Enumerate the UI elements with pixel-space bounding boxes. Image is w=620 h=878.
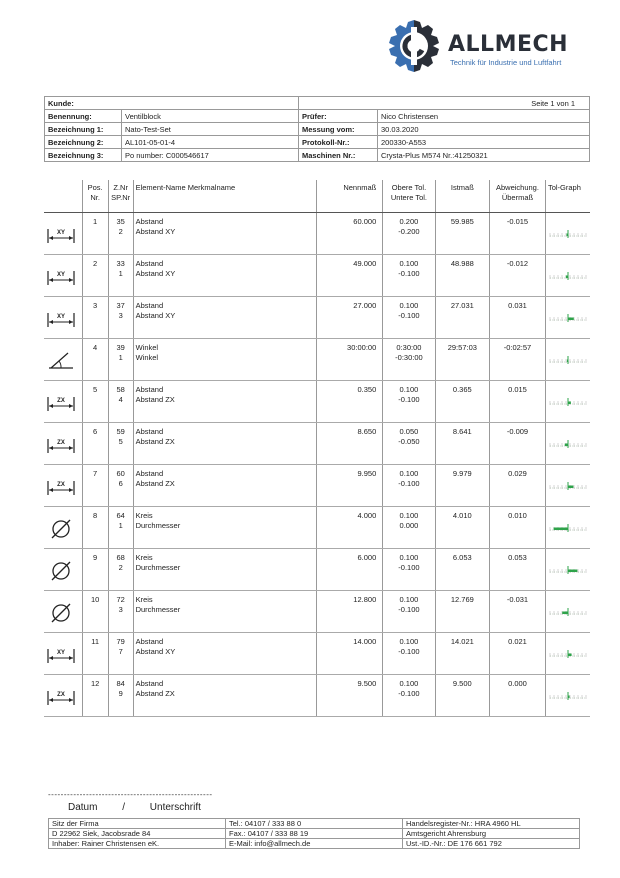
- element-name: Kreis: [135, 511, 153, 520]
- pos-cell: 8: [82, 507, 108, 549]
- abweichung-cell: 0.000: [490, 675, 546, 717]
- graph-cell: [545, 633, 590, 675]
- tolerance-graph: [548, 563, 588, 575]
- lower-tolerance: -0.100: [398, 647, 420, 656]
- name-cell: [133, 591, 317, 633]
- upper-tolerance: 0.100: [399, 301, 419, 310]
- tolerance-cell: [383, 423, 435, 465]
- diameter-icon: [46, 559, 76, 581]
- znr-value: 60: [116, 469, 125, 478]
- tolerance-cell: [383, 675, 435, 717]
- lower-tolerance: -0.200: [398, 227, 420, 236]
- lower-tolerance: -0.100: [398, 395, 420, 404]
- graph-cell: [545, 255, 590, 297]
- header-nennmass: Nennmaß: [317, 180, 383, 213]
- element-name: Abstand: [135, 385, 164, 394]
- pos-cell: 7: [82, 465, 108, 507]
- symbol-cell: [44, 549, 82, 591]
- graph-cell: [545, 213, 590, 255]
- spnr-value: 1: [118, 521, 123, 530]
- symbol-cell: [44, 675, 82, 717]
- signature-labels: [68, 802, 223, 813]
- name-cell: [133, 633, 317, 675]
- upper-tolerance: 0.200: [399, 217, 419, 226]
- spnr-value: 5: [118, 437, 123, 446]
- footer-cell: Sitz der Firma: [49, 819, 226, 829]
- company-tagline: Technik für Industrie und Luftfahrt: [450, 58, 562, 67]
- merkmal-name: Winkel: [135, 353, 159, 362]
- tolerance-cell: [383, 465, 435, 507]
- istmass-cell: 4.010: [435, 507, 489, 549]
- znr-cell: [108, 423, 133, 465]
- unterschrift-label: Unterschrift: [149, 802, 201, 813]
- znr-cell: [108, 213, 133, 255]
- nennmass-cell: 0.350: [317, 381, 383, 423]
- znr-cell: [108, 339, 133, 381]
- distance-zx-icon: [46, 433, 76, 455]
- graph-cell: [545, 297, 590, 339]
- svg-text:XY: XY: [56, 230, 66, 236]
- element-name: Abstand: [135, 259, 164, 268]
- name-cell: [133, 255, 317, 297]
- spnr-value: 4: [118, 395, 123, 404]
- merkmal-name: Abstand ZX: [135, 395, 175, 404]
- info-value: Nico Christensen: [378, 110, 590, 123]
- footer-cell: Inhaber: Rainer Christensen eK.: [49, 839, 226, 849]
- znr-value: 64: [116, 511, 125, 520]
- spnr-value: 7: [118, 647, 123, 656]
- distance-xy-icon: [46, 307, 76, 329]
- header-info-table: [44, 96, 590, 162]
- element-name: Kreis: [135, 595, 153, 604]
- measurement-table: [44, 180, 590, 717]
- znr-value: 58: [116, 385, 125, 394]
- header-znr: Z.Nr SP.Nr: [108, 180, 133, 213]
- lower-tolerance: -0.100: [398, 311, 420, 320]
- tolerance-cell: [383, 297, 435, 339]
- nennmass-cell: 9.950: [317, 465, 383, 507]
- upper-tolerance: 0:30:00: [396, 343, 422, 352]
- name-cell: [133, 465, 317, 507]
- znr-value: 79: [116, 637, 125, 646]
- istmass-cell: 12.769: [435, 591, 489, 633]
- upper-tolerance: 0.100: [399, 637, 419, 646]
- name-cell: [133, 507, 317, 549]
- nennmass-cell: 4.000: [317, 507, 383, 549]
- element-name: Kreis: [135, 553, 153, 562]
- footer-table: [48, 818, 580, 849]
- tolerance-cell: [383, 633, 435, 675]
- tolerance-graph: [548, 311, 588, 323]
- znr-cell: [108, 591, 133, 633]
- merkmal-name: Abstand XY: [135, 311, 176, 320]
- info-row: [45, 110, 590, 123]
- znr-value: 37: [116, 301, 125, 310]
- footer-row: [49, 839, 580, 849]
- tolerance-graph: [548, 479, 588, 491]
- abweichung-cell: 0.029: [490, 465, 546, 507]
- name-cell: [133, 213, 317, 255]
- lower-tolerance: -0.050: [398, 437, 420, 446]
- footer-cell: E-Mail: info@allmech.de: [226, 839, 403, 849]
- gear-logo-icon: [386, 18, 442, 74]
- footer-cell: Handelsregister-Nr.: HRA 4960 HL: [403, 819, 580, 829]
- measurement-row: [44, 507, 590, 549]
- lower-tolerance: -0.100: [398, 479, 420, 488]
- lower-tolerance: -0.100: [398, 563, 420, 572]
- datum-label: Datum: [68, 802, 98, 813]
- upper-tolerance: 0.100: [399, 595, 419, 604]
- measurement-row: [44, 339, 590, 381]
- tolerance-cell: [383, 507, 435, 549]
- footer-cell: Fax.: 04107 / 333 88 19: [226, 829, 403, 839]
- measurement-row: [44, 381, 590, 423]
- kunde-row: [45, 97, 590, 110]
- istmass-cell: 0.365: [435, 381, 489, 423]
- info-value: AL101-05-01-4: [122, 136, 299, 149]
- lower-tolerance: 0.000: [399, 521, 419, 530]
- element-name: Abstand: [135, 427, 164, 436]
- symbol-cell: [44, 339, 82, 381]
- graph-cell: [545, 423, 590, 465]
- spnr-value: 9: [118, 689, 123, 698]
- name-cell: [133, 339, 317, 381]
- measurement-row: [44, 549, 590, 591]
- tolerance-graph: [548, 395, 588, 407]
- abweichung-cell: 0.053: [490, 549, 546, 591]
- header-tolerance: Obere Tol. Untere Tol.: [383, 180, 435, 213]
- znr-value: 84: [116, 679, 125, 688]
- merkmal-name: Abstand XY: [135, 269, 176, 278]
- spnr-value: 6: [118, 479, 123, 488]
- element-name: Abstand: [135, 679, 164, 688]
- znr-value: 33: [116, 259, 125, 268]
- measurement-row: [44, 423, 590, 465]
- info-label: Protokoll-Nr.:: [299, 136, 378, 149]
- header-symbol: [44, 180, 82, 213]
- znr-value: 59: [116, 427, 125, 436]
- merkmal-name: Abstand XY: [135, 227, 176, 236]
- graph-cell: [545, 339, 590, 381]
- istmass-cell: 6.053: [435, 549, 489, 591]
- footer-cell: Ust.-ID.-Nr.: DE 176 661 792: [403, 839, 580, 849]
- header-tol-graph: Tol-Graph: [545, 180, 590, 213]
- merkmal-name: Abstand ZX: [135, 689, 175, 698]
- abweichung-cell: 0.010: [490, 507, 546, 549]
- measurement-row: [44, 591, 590, 633]
- merkmal-name: Abstand ZX: [135, 437, 175, 446]
- tolerance-cell: [383, 549, 435, 591]
- info-label: Benennung:: [45, 110, 122, 123]
- signature-line: ----------------------------------------------------: [48, 790, 213, 799]
- svg-text:ZX: ZX: [57, 482, 65, 488]
- abweichung-cell: 0.031: [490, 297, 546, 339]
- istmass-cell: 29:57:03: [435, 339, 489, 381]
- element-name: Winkel: [135, 343, 159, 352]
- nennmass-cell: 8.650: [317, 423, 383, 465]
- info-value: Crysta-Plus M574 Nr.:41250321: [378, 149, 590, 162]
- tolerance-graph: [548, 437, 588, 449]
- abweichung-cell: -0.015: [490, 213, 546, 255]
- svg-text:XY: XY: [56, 272, 66, 278]
- measurement-row: [44, 297, 590, 339]
- graph-cell: [545, 591, 590, 633]
- distance-zx-icon: [46, 685, 76, 707]
- nennmass-cell: 60.000: [317, 213, 383, 255]
- pos-cell: 1: [82, 213, 108, 255]
- graph-cell: [545, 465, 590, 507]
- symbol-cell: [44, 633, 82, 675]
- nennmass-cell: 12.800: [317, 591, 383, 633]
- svg-text:ZX: ZX: [57, 440, 65, 446]
- signature-separator: /: [122, 802, 126, 813]
- info-label: Bezeichnung 3:: [45, 149, 122, 162]
- element-name: Abstand: [135, 637, 164, 646]
- lower-tolerance: -0.100: [398, 689, 420, 698]
- measurement-row: [44, 465, 590, 507]
- symbol-cell: [44, 381, 82, 423]
- svg-text:ZX: ZX: [57, 692, 65, 698]
- name-cell: [133, 381, 317, 423]
- measurement-header-row: [44, 180, 590, 213]
- upper-tolerance: 0.100: [399, 511, 419, 520]
- info-value: 200330-A553: [378, 136, 590, 149]
- tolerance-graph: [548, 689, 588, 701]
- spnr-value: 3: [118, 605, 123, 614]
- nennmass-cell: 9.500: [317, 675, 383, 717]
- merkmal-name: Durchmesser: [135, 563, 181, 572]
- info-label: Prüfer:: [299, 110, 378, 123]
- symbol-cell: [44, 465, 82, 507]
- spnr-value: 1: [118, 353, 123, 362]
- graph-cell: [545, 507, 590, 549]
- tolerance-cell: [383, 255, 435, 297]
- istmass-cell: 59.985: [435, 213, 489, 255]
- istmass-cell: 27.031: [435, 297, 489, 339]
- measurement-row: [44, 255, 590, 297]
- znr-cell: [108, 381, 133, 423]
- symbol-cell: [44, 213, 82, 255]
- header-abweichung: Abweichung. Übermaß: [490, 180, 546, 213]
- istmass-cell: 48.988: [435, 255, 489, 297]
- spnr-value: 2: [118, 227, 123, 236]
- info-label: Bezeichnung 1:: [45, 123, 122, 136]
- info-value: 30.03.2020: [378, 123, 590, 136]
- upper-tolerance: 0.100: [399, 679, 419, 688]
- znr-cell: [108, 507, 133, 549]
- info-row: [45, 149, 590, 162]
- info-row: [45, 136, 590, 149]
- element-name: Abstand: [135, 217, 164, 226]
- graph-cell: [545, 549, 590, 591]
- symbol-cell: [44, 507, 82, 549]
- measurement-row: [44, 675, 590, 717]
- diameter-icon: [46, 601, 76, 623]
- footer-row: [49, 829, 580, 839]
- pos-cell: 2: [82, 255, 108, 297]
- abweichung-cell: -0.009: [490, 423, 546, 465]
- znr-cell: [108, 297, 133, 339]
- header-pos: Pos. Nr.: [82, 180, 108, 213]
- upper-tolerance: 0.100: [399, 553, 419, 562]
- info-label: Maschinen Nr.:: [299, 149, 378, 162]
- pos-cell: 9: [82, 549, 108, 591]
- svg-text:XY: XY: [56, 314, 66, 320]
- tolerance-graph: [548, 353, 588, 365]
- spnr-value: 1: [118, 269, 123, 278]
- graph-cell: [545, 381, 590, 423]
- znr-cell: [108, 675, 133, 717]
- nennmass-cell: 30:00:00: [317, 339, 383, 381]
- pos-cell: 3: [82, 297, 108, 339]
- nennmass-cell: 49.000: [317, 255, 383, 297]
- distance-xy-icon: [46, 643, 76, 665]
- measurement-row: [44, 213, 590, 255]
- znr-cell: [108, 549, 133, 591]
- pos-cell: 6: [82, 423, 108, 465]
- istmass-cell: 9.500: [435, 675, 489, 717]
- diameter-icon: [46, 517, 76, 539]
- kunde-label: Kunde:: [45, 97, 299, 110]
- symbol-cell: [44, 297, 82, 339]
- znr-value: 35: [116, 217, 125, 226]
- nennmass-cell: 27.000: [317, 297, 383, 339]
- info-label: Bezeichnung 2:: [45, 136, 122, 149]
- nennmass-cell: 6.000: [317, 549, 383, 591]
- tolerance-graph: [548, 647, 588, 659]
- abweichung-cell: 0.021: [490, 633, 546, 675]
- graph-cell: [545, 675, 590, 717]
- page-indicator: Seite 1 von 1: [299, 97, 590, 110]
- znr-cell: [108, 633, 133, 675]
- name-cell: [133, 423, 317, 465]
- info-row: [45, 123, 590, 136]
- merkmal-name: Durchmesser: [135, 605, 181, 614]
- nennmass-cell: 14.000: [317, 633, 383, 675]
- znr-cell: [108, 465, 133, 507]
- spnr-value: 3: [118, 311, 123, 320]
- tolerance-cell: [383, 591, 435, 633]
- pos-cell: 5: [82, 381, 108, 423]
- company-logo: [386, 18, 586, 78]
- znr-value: 68: [116, 553, 125, 562]
- symbol-cell: [44, 423, 82, 465]
- pos-cell: 4: [82, 339, 108, 381]
- znr-cell: [108, 255, 133, 297]
- element-name: Abstand: [135, 469, 164, 478]
- name-cell: [133, 297, 317, 339]
- name-cell: [133, 549, 317, 591]
- footer-cell: D 22962 Siek, Jacobsrade 84: [49, 829, 226, 839]
- lower-tolerance: -0:30:00: [395, 353, 423, 362]
- abweichung-cell: -0.012: [490, 255, 546, 297]
- istmass-cell: 8.641: [435, 423, 489, 465]
- svg-text:ZX: ZX: [57, 398, 65, 404]
- tolerance-graph: [548, 269, 588, 281]
- pos-cell: 12: [82, 675, 108, 717]
- footer-cell: Tel.: 04107 / 333 88 0: [226, 819, 403, 829]
- header-istmass: Istmaß: [435, 180, 489, 213]
- distance-xy-icon: [46, 265, 76, 287]
- element-name: Abstand: [135, 301, 164, 310]
- pos-cell: 11: [82, 633, 108, 675]
- pos-cell: 10: [82, 591, 108, 633]
- info-label: Messung vom:: [299, 123, 378, 136]
- znr-value: 72: [116, 595, 125, 604]
- istmass-cell: 14.021: [435, 633, 489, 675]
- footer-cell: Amtsgericht Ahrensburg: [403, 829, 580, 839]
- svg-text:XY: XY: [56, 650, 66, 656]
- company-name: ALLMECH: [448, 32, 569, 57]
- symbol-cell: [44, 255, 82, 297]
- tolerance-graph: [548, 521, 588, 533]
- upper-tolerance: 0.100: [399, 385, 419, 394]
- abweichung-cell: 0.015: [490, 381, 546, 423]
- tolerance-cell: [383, 339, 435, 381]
- angle-icon: [46, 349, 76, 371]
- lower-tolerance: -0.100: [398, 605, 420, 614]
- info-value: Po number: C000546617: [122, 149, 299, 162]
- measurement-row: [44, 633, 590, 675]
- upper-tolerance: 0.050: [399, 427, 419, 436]
- tolerance-cell: [383, 381, 435, 423]
- merkmal-name: Abstand ZX: [135, 479, 175, 488]
- znr-value: 39: [116, 343, 125, 352]
- symbol-cell: [44, 591, 82, 633]
- header-name: Element-Name Merkmalname: [133, 180, 317, 213]
- info-value: Nato-Test-Set: [122, 123, 299, 136]
- name-cell: [133, 675, 317, 717]
- info-value: Ventilblock: [122, 110, 299, 123]
- tolerance-cell: [383, 213, 435, 255]
- merkmal-name: Abstand XY: [135, 647, 176, 656]
- abweichung-cell: -0.031: [490, 591, 546, 633]
- abweichung-cell: -0:02:57: [490, 339, 546, 381]
- tolerance-graph: [548, 227, 588, 239]
- istmass-cell: 9.979: [435, 465, 489, 507]
- merkmal-name: Durchmesser: [135, 521, 181, 530]
- upper-tolerance: 0.100: [399, 259, 419, 268]
- spnr-value: 2: [118, 563, 123, 572]
- tolerance-graph: [548, 605, 588, 617]
- upper-tolerance: 0.100: [399, 469, 419, 478]
- lower-tolerance: -0.100: [398, 269, 420, 278]
- distance-xy-icon: [46, 223, 76, 245]
- distance-zx-icon: [46, 391, 76, 413]
- footer-row: [49, 819, 580, 829]
- distance-zx-icon: [46, 475, 76, 497]
